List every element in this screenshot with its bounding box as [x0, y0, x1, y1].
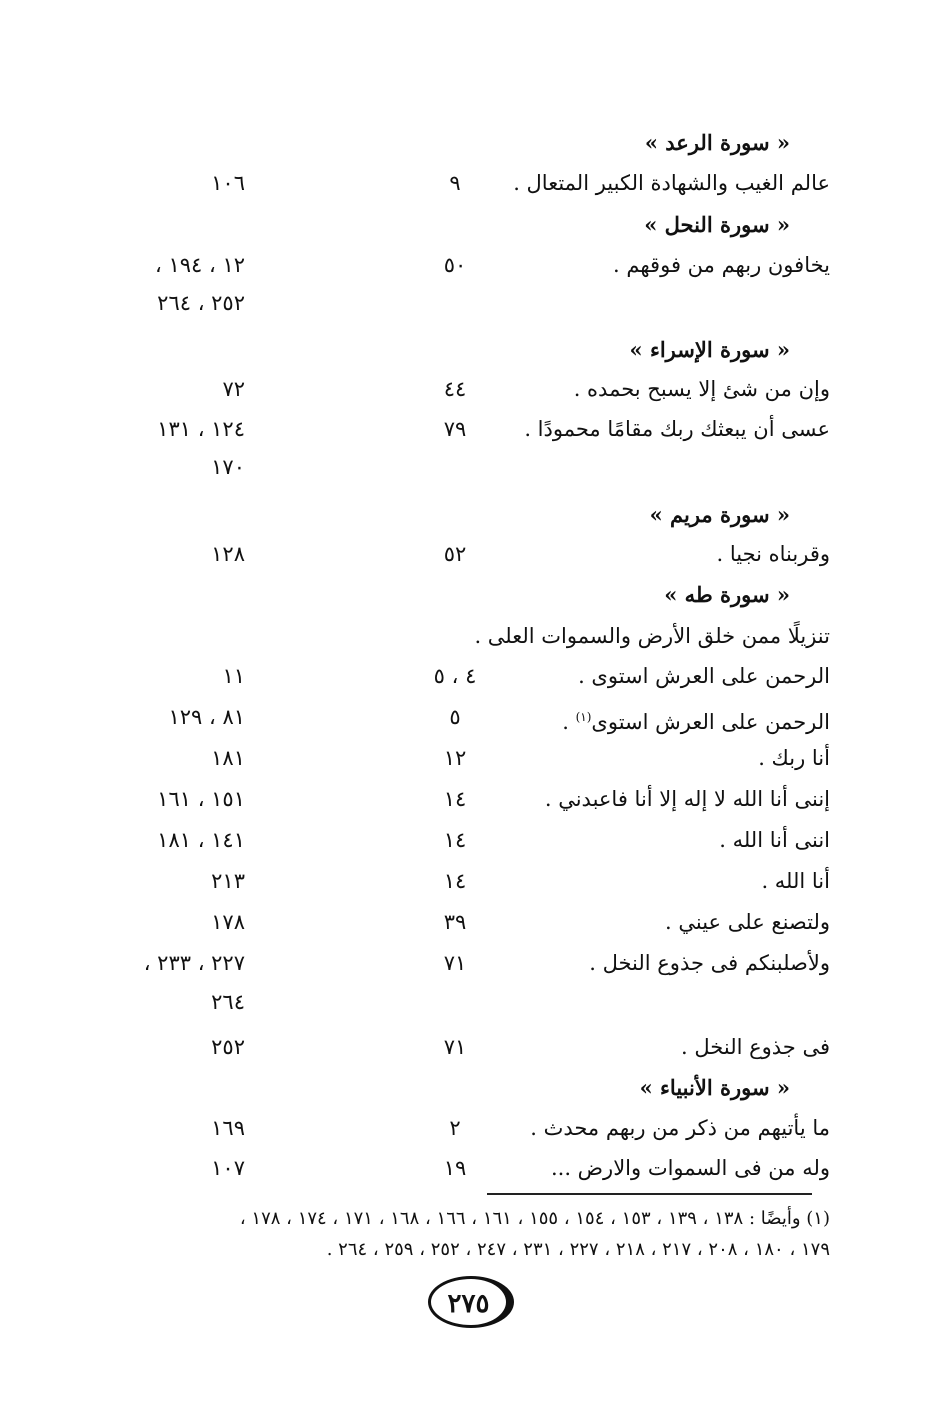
page-refs: ١٦٩	[211, 1116, 245, 1140]
ayah-number: ٥	[449, 705, 461, 729]
surah-title: « سورة النحل »	[644, 212, 790, 237]
index-row	[100, 861, 830, 901]
page-refs: ١٠٦	[211, 171, 245, 195]
verse-text: أنا الله .	[761, 869, 830, 893]
page-refs: ٢٢٧ ، ٢٣٣ ،	[143, 951, 245, 975]
index-row	[100, 943, 830, 983]
index-row-continuation	[100, 283, 830, 323]
index-row	[100, 738, 830, 778]
index-row	[100, 697, 830, 737]
verse-text-main: الرحمن على العرش استوى	[591, 710, 830, 734]
ayah-number: ١٩	[443, 1156, 467, 1180]
verse-text: اننى أنا الله .	[719, 828, 830, 852]
footnote-divider	[487, 1193, 812, 1195]
page-refs: ١١	[222, 664, 245, 688]
ayah-number: ٥٢	[443, 542, 467, 566]
page-refs: ١٠٧	[211, 1156, 245, 1180]
verse-text: ولتصنع على عيني .	[665, 910, 830, 934]
verse-text: أنا ربك .	[758, 746, 830, 770]
index-row	[100, 369, 830, 409]
page-refs: ١٥١ ، ١٦١	[157, 787, 245, 811]
index-row-continuation	[100, 982, 830, 1022]
index-row	[100, 902, 830, 942]
ayah-number: ٣٩	[443, 910, 467, 934]
ayah-number: ٧١	[443, 951, 467, 975]
index-row	[100, 1148, 830, 1188]
ayah-number: ٤ ، ٥	[433, 664, 477, 688]
surah-heading	[100, 1068, 830, 1108]
index-row	[100, 534, 830, 574]
index-row	[100, 245, 830, 285]
verse-text: عالم الغيب والشهادة الكبير المتعال .	[513, 171, 830, 195]
page-refs: ١٧٨	[211, 910, 245, 934]
index-row	[100, 163, 830, 203]
footnote-marker: (١)	[575, 710, 592, 724]
ayah-number: ٢	[449, 1116, 461, 1140]
index-row	[100, 616, 830, 656]
index-row	[100, 1108, 830, 1148]
surah-title: « سورة الإسراء »	[629, 337, 790, 362]
surah-title: « سورة الأنبياء »	[639, 1075, 790, 1100]
verse-text: يخافون ربهم من فوقهم .	[613, 253, 830, 277]
footnote-line: (١) وأيضًا : ١٣٨ ، ١٣٩ ، ١٥٣ ، ١٥٤ ، ١٥٥ ، ١٦١ ، ١٦٦ ، ١٦٨ ، ١٧١ ، ١٧٤ ، ١٧٨ ،	[239, 1208, 830, 1229]
surah-title: « سورة طه »	[664, 582, 790, 607]
verse-text: الرحمن على العرش استوى .	[578, 664, 830, 688]
index-row	[100, 1027, 830, 1067]
page-refs: ١٧٠	[211, 455, 245, 479]
footnote-line: ١٧٩ ، ١٨٠ ، ٢٠٨ ، ٢١٧ ، ٢١٨ ، ٢٢٧ ، ٢٣١ ، ٢٤٧ ، ٢٥٢ ، ٢٥٩ ، ٢٦٤ .	[326, 1239, 830, 1260]
surah-heading	[100, 205, 830, 245]
ayah-number: ٩	[449, 171, 461, 195]
verse-text: إننى أنا الله لا إله إلا أنا فاعبدني .	[544, 787, 830, 811]
surah-heading	[100, 495, 830, 535]
page-refs: ١٤١ ، ١٨١	[157, 828, 245, 852]
surah-title: « سورة مريم »	[649, 502, 790, 527]
index-row	[100, 779, 830, 819]
ayah-number: ١٤	[443, 869, 467, 893]
ayah-number: ٤٤	[443, 377, 467, 401]
verse-text: ما يأتيهم من ذكر من ربهم محدث .	[530, 1116, 830, 1140]
page-refs: ٢٥٢ ، ٢٦٤	[157, 291, 245, 315]
ayah-number: ٧٩	[443, 417, 467, 441]
page-refs: ١٢ ، ١٩٤ ،	[155, 253, 245, 277]
index-row	[100, 656, 830, 696]
page-refs: ٨١ ، ١٢٩	[168, 705, 245, 729]
page-number: ٢٧٥	[428, 1276, 514, 1328]
verse-text: تنزيلًا ممن خلق الأرض والسموات العلى .	[474, 624, 830, 648]
verse-text: وقربناه نجيا .	[716, 542, 830, 566]
surah-title: « سورة الرعد »	[644, 130, 790, 155]
surah-heading	[100, 123, 830, 163]
page-refs: ٧٢	[222, 377, 245, 401]
verse-text: عسى أن يبعثك ربك مقامًا محمودًا .	[524, 417, 830, 441]
page-refs: ١٨١	[211, 746, 245, 770]
verse-text: وله من فى السموات والارض ...	[550, 1156, 830, 1180]
verse-text: ولأصلبنكم فى جذوع النخل .	[589, 951, 830, 975]
page-refs: ٢٦٤	[211, 990, 245, 1014]
ayah-number: ٥٠	[443, 253, 467, 277]
surah-heading	[100, 575, 830, 615]
page-refs: ١٢٤ ، ١٣١	[157, 417, 245, 441]
index-row-continuation	[100, 447, 830, 487]
index-row	[100, 409, 830, 449]
ayah-number: ١٤	[443, 787, 467, 811]
ayah-number: ١٢	[443, 746, 467, 770]
page-refs: ٢٥٢	[211, 1035, 245, 1059]
surah-heading	[100, 330, 830, 370]
ayah-number: ١٤	[443, 828, 467, 852]
verse-text: فى جذوع النخل .	[681, 1035, 830, 1059]
page-refs: ١٢٨	[211, 542, 245, 566]
ayah-number: ٧١	[443, 1035, 467, 1059]
page-refs: ٢١٣	[211, 869, 245, 893]
verse-text: وإن من شئ إلا يسبح بحمده .	[573, 377, 830, 401]
verse-text-tail: .	[562, 710, 576, 734]
verse-text	[562, 697, 830, 742]
index-row	[100, 820, 830, 860]
